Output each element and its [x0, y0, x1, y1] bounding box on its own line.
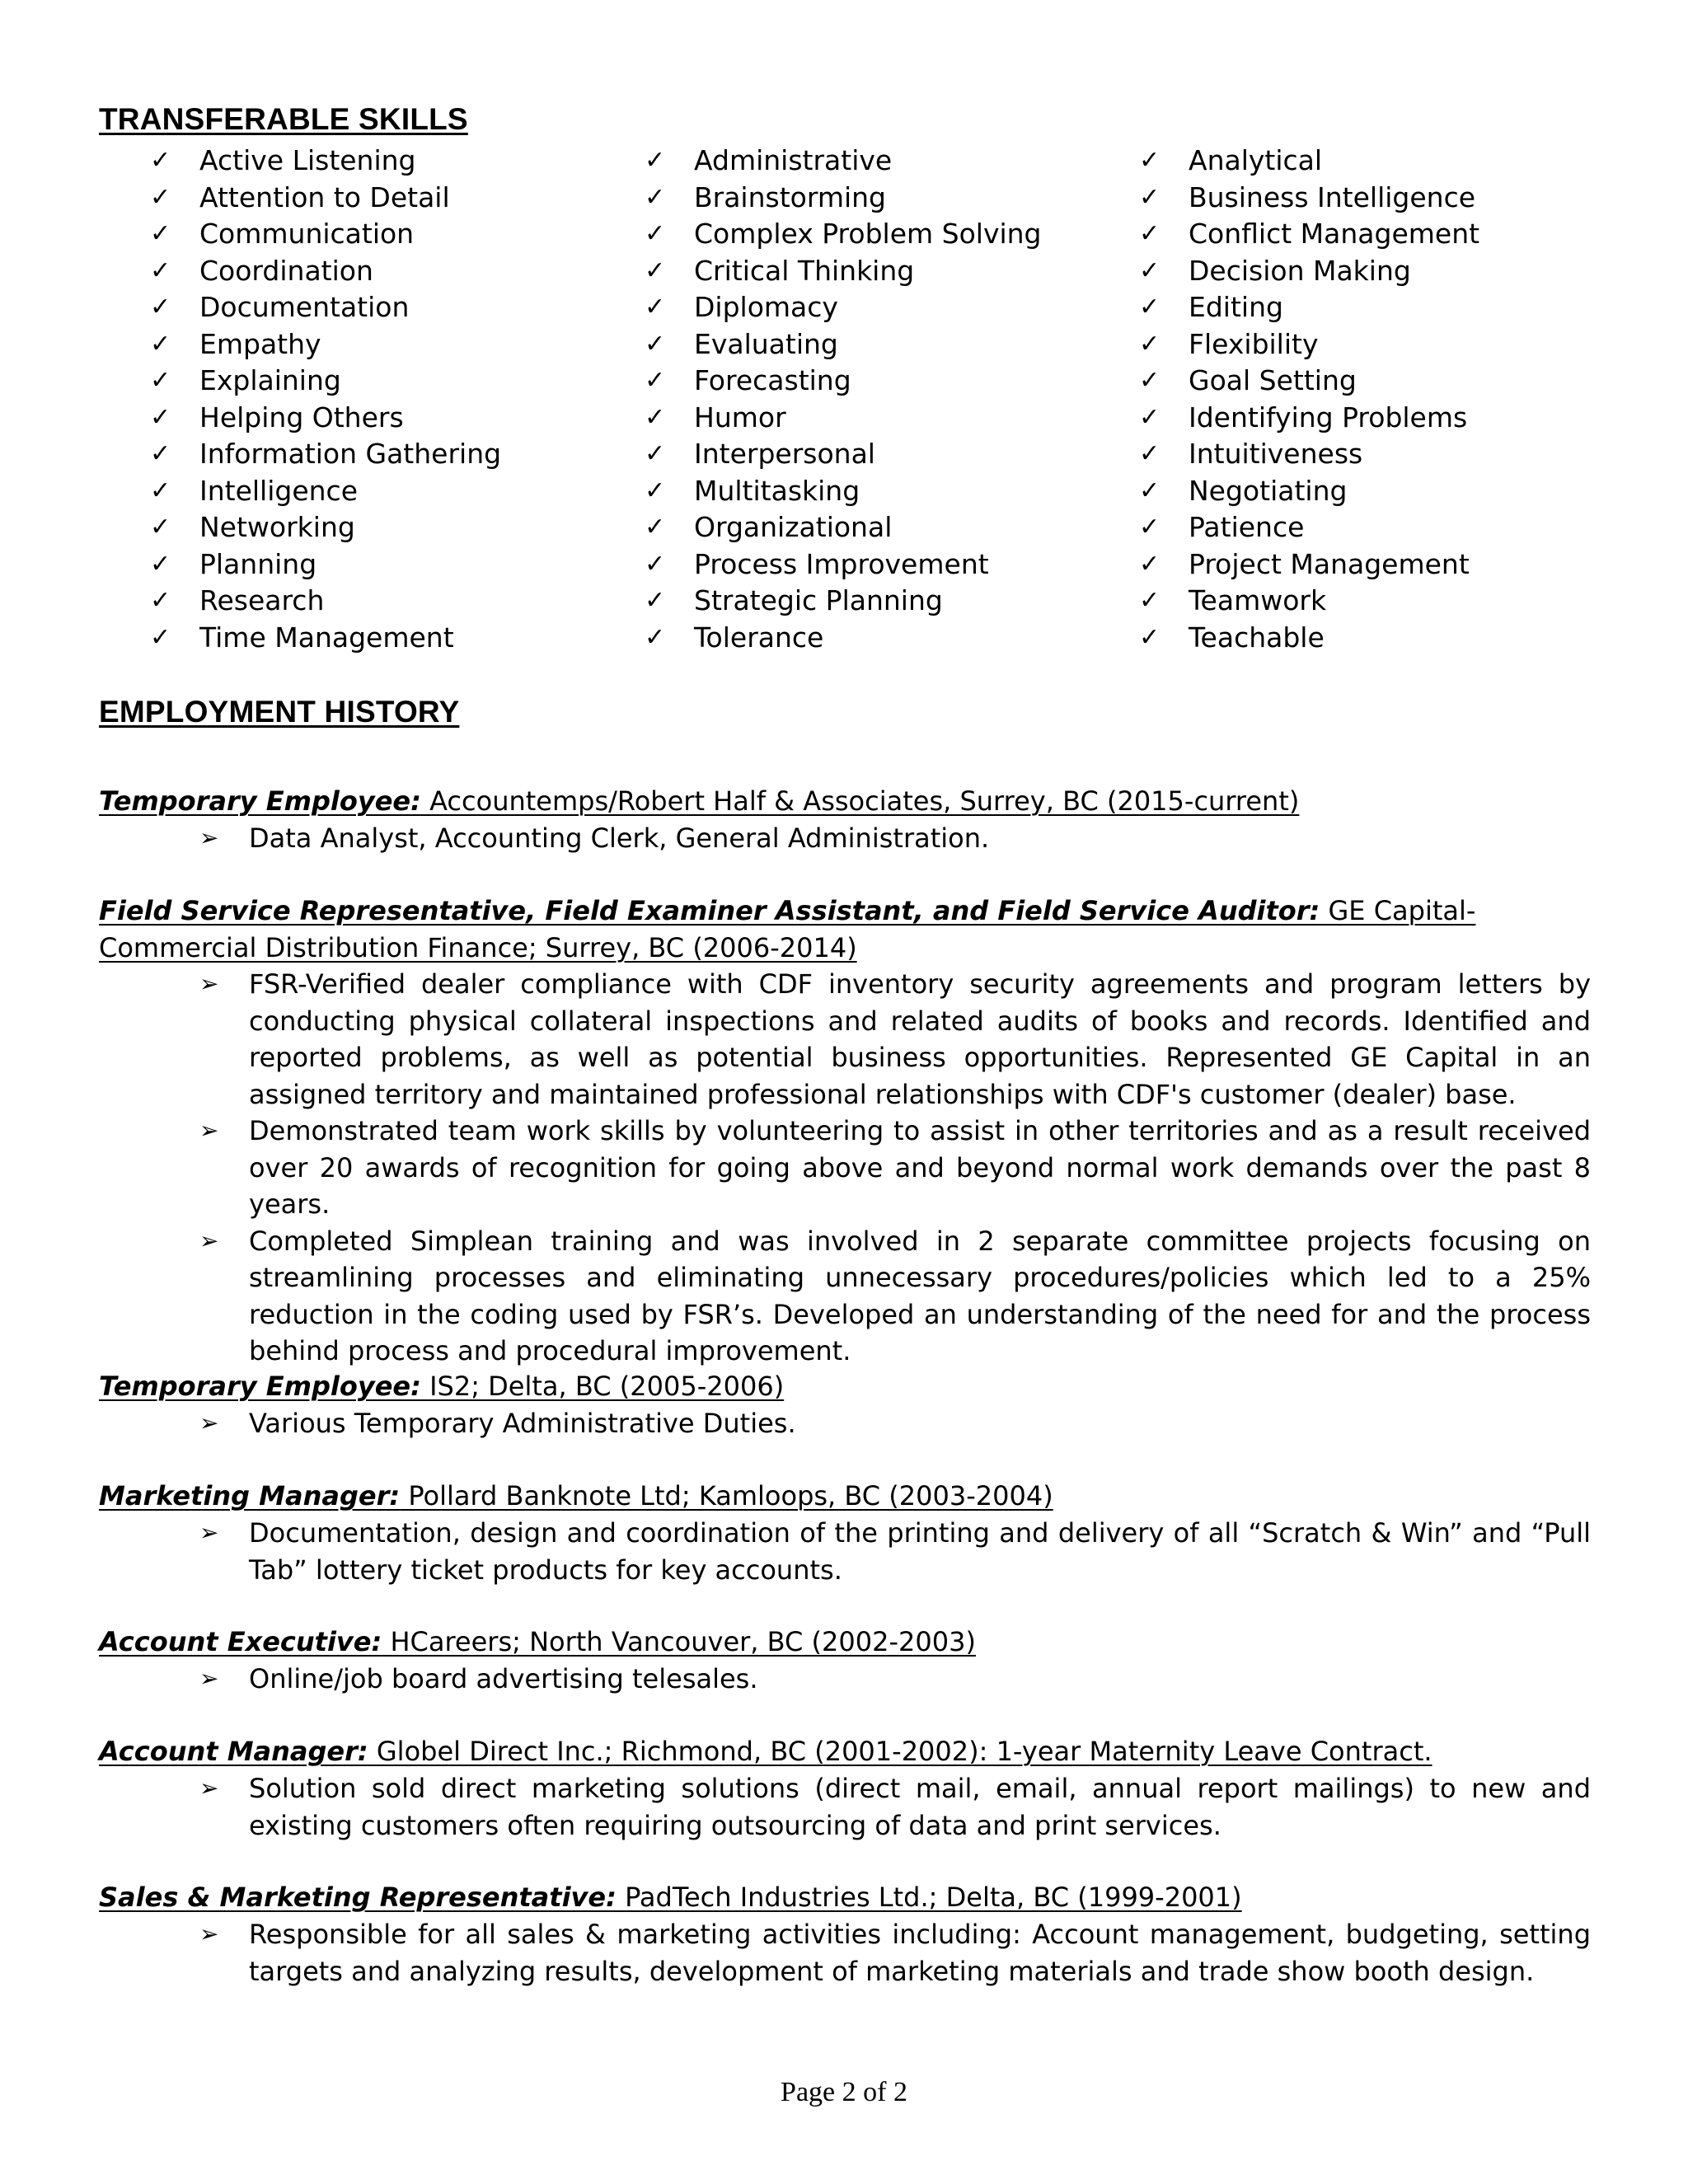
- check-icon: ✓: [150, 622, 171, 652]
- check-icon: ✓: [1139, 182, 1160, 212]
- list-item: ➢ FSR-Verified dealer compliance with CDF inventory security agreements and program letters by conducting physical collateral inspections and related audits of books and records. Identified and reported problems, as well as potential business opportunities. Represented GE Capital in an assigned territory and maintained professional relationships with CDF's customer (dealer) base.: [199, 966, 1591, 1113]
- list-item: ➢ Solution sold direct marketing solutions (direct mail, email, annual report mailings) to new and existing customers often requiring outsourcing of data and print services.: [199, 1770, 1591, 1844]
- check-icon: ✓: [150, 476, 171, 505]
- job-title-line: [99, 1733, 1582, 1770]
- check-icon: ✓: [1139, 549, 1160, 579]
- job-role: Temporary Employee:: [99, 785, 421, 817]
- job-role: Account Executive:: [99, 1626, 382, 1657]
- check-icon: ✓: [645, 622, 666, 652]
- job-role: Account Manager:: [99, 1736, 368, 1767]
- check-icon: ✓: [1139, 513, 1160, 541]
- check-icon: ✓: [150, 586, 171, 615]
- arrow-bullet-icon: ➢: [199, 1774, 219, 1802]
- job-details: Accountemps/Robert Half & Associates, Surrey, BC (2015-current): [420, 785, 1300, 817]
- check-icon: ✓: [150, 402, 171, 432]
- arrow-bullet-icon: ➢: [199, 1409, 219, 1436]
- arrow-bullet-icon: ➢: [199, 1920, 219, 1947]
- list-item: ➢ Completed Simplean training and was involved in 2 separate committee projects focusing on streamlining processes and eliminating unnecessary procedures/policies which led to a 25% reduction in the coding used by FSR’s. Developed an understanding of the need for and the process behind process and procedural improvement.: [199, 1223, 1591, 1370]
- check-icon: ✓: [1139, 366, 1160, 395]
- job-role: Field Service Representative, Field Examiner Assistant, and Field Service Auditor:: [99, 895, 1320, 926]
- list-item: ➢ Documentation, design and coordination of the printing and delivery of all “Scratch & Win” and “Pull Tab” lottery ticket products for key accounts.: [199, 1515, 1591, 1588]
- job-bullets: [199, 1770, 1591, 1844]
- check-icon: ✓: [1139, 622, 1160, 652]
- list-item: ➢ Demonstrated team work skills by volunteering to assist in other territories and as a result received over 20 awards of recognition for going above and beyond normal work demands over the past 8 years.: [199, 1113, 1591, 1223]
- check-icon: ✓: [645, 549, 666, 579]
- list-item: ➢ Data Analyst, Accounting Clerk, General Administration.: [199, 820, 1591, 857]
- job-title-line: [99, 1624, 1582, 1661]
- list-item: ➢ Online/job board advertising telesales.: [199, 1661, 1591, 1698]
- job-title-line: [99, 1478, 1582, 1515]
- job-details: Globel Direct Inc.; Richmond, BC (2001-2002): 1-year Maternity Leave Contract.: [368, 1736, 1432, 1767]
- arrow-bullet-icon: ➢: [199, 1519, 219, 1546]
- arrow-bullet-icon: ➢: [199, 970, 219, 997]
- job-bullets: [199, 966, 1591, 1370]
- job-details: IS2; Delta, BC (2005-2006): [420, 1371, 785, 1402]
- check-icon: ✓: [150, 182, 171, 212]
- check-icon: ✓: [645, 366, 666, 395]
- job-bullets: [199, 1405, 1591, 1442]
- check-icon: ✓: [1139, 586, 1160, 615]
- employment-history-heading: EMPLOYMENT HISTORY: [99, 695, 460, 729]
- job-details: Pollard Banknote Ltd; Kamloops, BC (2003-2004): [400, 1480, 1053, 1511]
- arrow-bullet-icon: ➢: [199, 1226, 219, 1254]
- check-icon: ✓: [1139, 329, 1160, 359]
- check-icon: ✓: [150, 329, 171, 359]
- check-icon: ✓: [1139, 476, 1160, 505]
- job-details: PadTech Industries Ltd.; Delta, BC (1999-2001): [616, 1882, 1242, 1913]
- job-role: Sales & Marketing Representative:: [99, 1882, 617, 1913]
- check-icon: ✓: [1139, 293, 1160, 321]
- check-icon: ✓: [645, 219, 666, 248]
- check-icon: ✓: [645, 402, 666, 432]
- list-item: ➢ Responsible for all sales & marketing activities including: Account management, budgeting, setting targets and analyzing results, development of marketing materials and trade show booth design.: [199, 1916, 1591, 1990]
- check-icon: ✓: [1139, 219, 1160, 248]
- check-icon: ✓: [645, 329, 666, 359]
- check-icon: ✓: [150, 293, 171, 321]
- check-icon: ✓: [645, 255, 666, 285]
- check-icon: ✓: [1139, 402, 1160, 432]
- job-title-line: [99, 893, 1582, 966]
- transferable-skills-heading: TRANSFERABLE SKILLS: [99, 102, 468, 136]
- check-icon: ✓: [645, 146, 666, 175]
- check-icon: ✓: [150, 366, 171, 395]
- job-role: Marketing Manager:: [99, 1480, 401, 1511]
- arrow-bullet-icon: ➢: [199, 824, 219, 851]
- check-icon: ✓: [150, 255, 171, 285]
- job-details: HCareers; North Vancouver, BC (2002-2003): [382, 1626, 976, 1657]
- arrow-bullet-icon: ➢: [199, 1665, 219, 1692]
- check-icon: ✓: [645, 513, 666, 541]
- job-title-line: [99, 1879, 1582, 1916]
- job-bullets: [199, 820, 1591, 857]
- job-title-line: [99, 783, 1582, 820]
- job-bullets: [199, 1661, 1591, 1698]
- check-icon: ✓: [150, 219, 171, 248]
- check-icon: ✓: [1139, 255, 1160, 285]
- check-icon: ✓: [645, 439, 666, 468]
- check-icon: ✓: [1139, 146, 1160, 175]
- job-bullets: [199, 1916, 1591, 1990]
- check-icon: ✓: [645, 586, 666, 615]
- arrow-bullet-icon: ➢: [199, 1117, 219, 1144]
- check-icon: ✓: [1139, 439, 1160, 468]
- check-icon: ✓: [645, 182, 666, 212]
- check-icon: ✓: [645, 476, 666, 505]
- job-title-line: [99, 1368, 1582, 1405]
- check-icon: ✓: [645, 293, 666, 321]
- check-icon: ✓: [150, 549, 171, 579]
- job-bullets: [199, 1515, 1591, 1588]
- job-details: GE Capital-Commercial Distribution Finance; Surrey, BC (2006-2014): [99, 895, 1476, 963]
- check-icon: ✓: [150, 439, 171, 468]
- check-icon: ✓: [150, 146, 171, 175]
- page-number: Page 2 of 2: [781, 2077, 907, 2107]
- job-role: Temporary Employee:: [99, 1371, 421, 1402]
- resume-page: TRANSFERABLE SKILLS ✓ Active Listening ✓ Attention to Detail ✓ Communication ✓ Coordination ✓ Documentation ✓ Empathy ✓ Explaining ✓ Helping Others ✓ Information Gathering ✓ Intelligence ✓ Networking ✓ Planning ✓ Research ✓ Time Management ✓ Administrative ✓ Brainstorming ✓ Complex Problem Solving ✓ Critical Thinking ✓ Diplomacy ✓ Evaluating ✓ Forecasting ✓ Humor ✓ Interpersonal ✓ Multitasking ✓ Organizational ✓ Process Improvement ✓ Strategic Planning ✓ Tolerance ✓ Analytical ✓ Business Intelligence ✓ Conflict Management ✓ Decision Making ✓ Editing ✓ Flexibility ✓ Goal Setting ✓ Identifying Problems ✓ Intuitiveness ✓ Negotiating ✓ Patience ✓ Project Management ✓ Teamwork ✓ Teachable EMPLOYMENT HISTORY Temporary Employee: Accountemps/Robert Half & Associates, Surrey, BC (2015-current) ➢ Data Analyst, Accounting Clerk, General Administration. Field Service Representative, Field Examiner Assistant, and Field Service Auditor: GE Capital-Commercial Distribution Finance; Surrey, BC (2006-2014) ➢ FSR-Verified dealer compliance with CDF inventory security agreements and program letters by conducting physical collateral inspections and related audits of books and records. Identified and reported problems, as well as potential business opportunities. Represented GE Capital in an assigned territory and maintained professional relationships with CDF's customer (dealer) base. ➢ Demonstrated team work skills by volunteering to assist in other territories and as a result received over 20 awards of recognition for going above and beyond normal work demands over the past 8 years. ➢ Completed Simplean training and was involved in 2 separate committee projects focusing on streamlining processes and eliminating unnecessary procedures/policies which led to a 25% reduction in the coding used by FSR’s. Developed an understanding of the need for and the process behind process and procedural improvement. Temporary Employee: IS2; Delta, BC (2005-2006) ➢ Various Temporary Administrative Duties. Marketing Manager: Pollard Banknote Ltd; Kamloops, BC (2003-2004) ➢ Documentation, design and coordination of the printing and delivery of all “Scratch & Win” and “Pull Tab” lottery ticket products for key accounts. Account Executive: HCareers; North Vancouver, BC (2002-2003) ➢ Online/job board advertising telesales. Account Manager: Globel Direct Inc.; Richmond, BC (2001-2002): 1-year Maternity Leave Contract. ➢ Solution sold direct marketing solutions (direct mail, email, annual report mailings) to new and existing customers often requiring outsourcing of data and print services. Sales & Marketing Representative: PadTech Industries Ltd.; Delta, BC (1999-2001) ➢ Responsible for all sales & marketing activities including: Account management, budgeting, setting targets and analyzing results, development of marketing materials and trade show booth design. Page 2 of 2: [0, 0, 1688, 2184]
- list-item: ➢ Various Temporary Administrative Duties.: [199, 1405, 1591, 1442]
- check-icon: ✓: [150, 513, 171, 541]
